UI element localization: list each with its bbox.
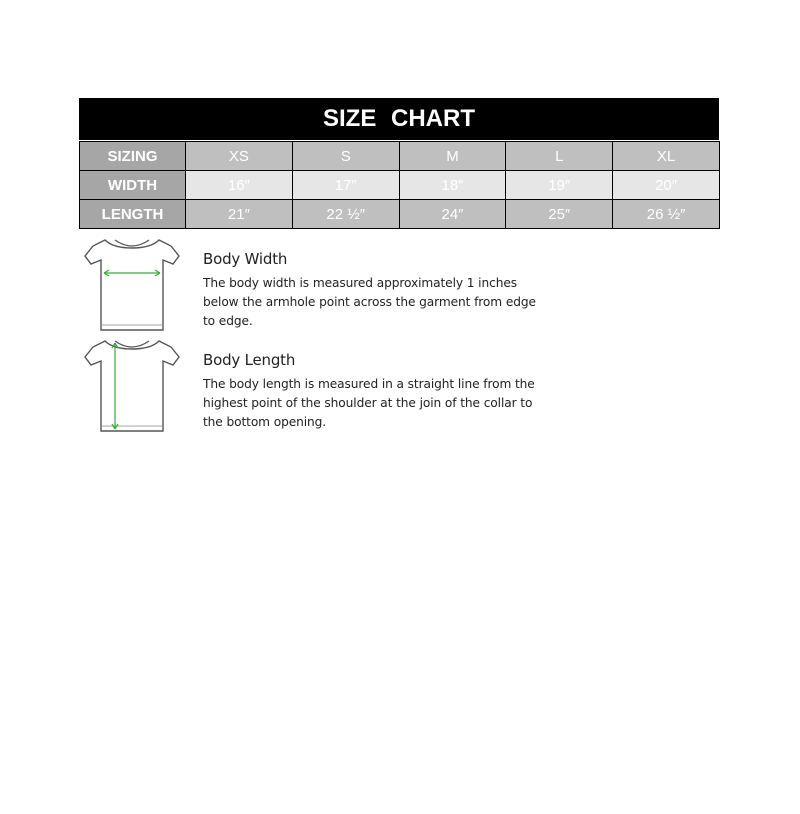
body-length-line: highest point of the shoulder at the join of the collar to [203,396,533,410]
length-xl: 26 ½″ [613,200,720,229]
length-xs: 21″ [186,200,293,229]
row-label-width: WIDTH [80,171,186,200]
size-s: S [292,142,399,171]
body-length-description [203,375,543,432]
size-xl: XL [613,142,720,171]
size-xs: XS [186,142,293,171]
width-xs: 16″ [186,171,293,200]
size-l: L [506,142,613,171]
size-chart [79,98,719,229]
table-row-sizing [80,142,720,171]
width-xl: 20″ [613,171,720,200]
tshirt-length-diagram-icon [79,335,183,435]
row-label-sizing: SIZING [80,142,186,171]
body-length-line: The body length is measured in a straight line from the [203,377,535,391]
body-width-text [203,250,543,331]
table-row-length [80,200,720,229]
length-l: 25″ [506,200,613,229]
body-width-line: The body width is measured approximately 1 inches [203,276,517,290]
row-label-length: LENGTH [80,200,186,229]
body-width-line: to edge. [203,314,253,328]
body-width-description [203,274,543,331]
tshirt-width-diagram-icon [79,234,183,334]
length-m: 24″ [399,200,506,229]
length-s: 22 ½″ [292,200,399,229]
size-chart-title: SIZE CHART [79,98,719,141]
body-length-text [203,351,543,432]
width-m: 18″ [399,171,506,200]
body-length-heading: Body Length [203,351,296,369]
size-m: M [399,142,506,171]
width-s: 17″ [292,171,399,200]
width-l: 19″ [506,171,613,200]
size-table [79,141,720,229]
body-length-line: the bottom opening. [203,415,327,429]
body-width-heading: Body Width [203,250,288,268]
body-width-line: below the armhole point across the garment from edge [203,295,536,309]
table-row-width [80,171,720,200]
